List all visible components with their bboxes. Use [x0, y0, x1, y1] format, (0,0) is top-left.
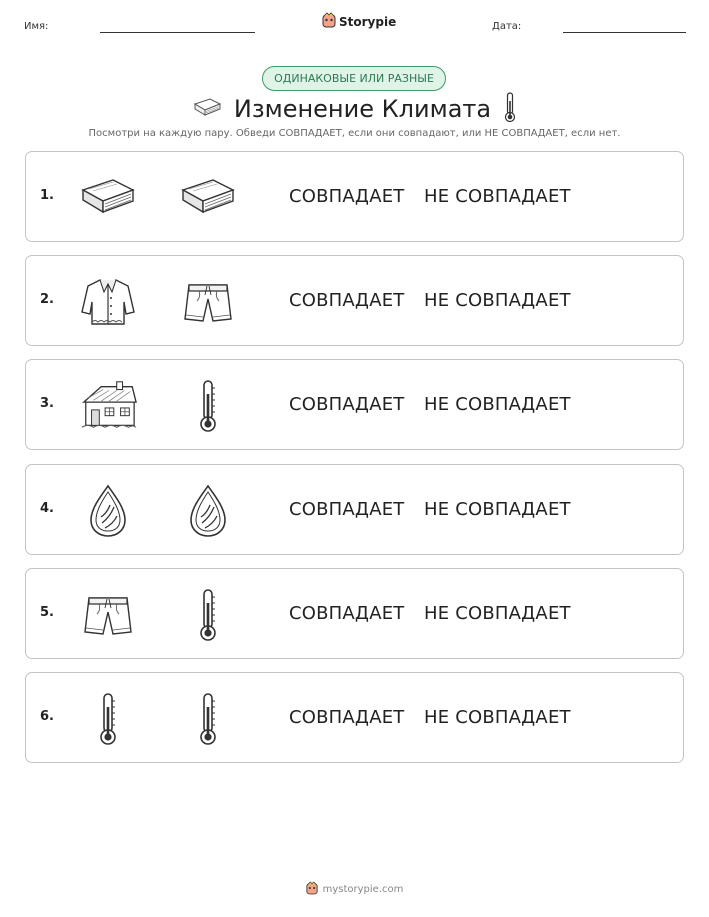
option-different[interactable]: НЕ СОВПАДАЕТ [424, 394, 571, 416]
option-same[interactable]: СОВПАДАЕТ [289, 498, 405, 520]
row-number: 3. [40, 396, 54, 412]
storypie-mascot-icon [306, 880, 318, 899]
page-title: Изменение Климата [233, 95, 492, 123]
thermometer-icon [178, 587, 238, 643]
option-different[interactable]: НЕ СОВПАДАЕТ [424, 186, 571, 207]
footer [0, 880, 709, 899]
thermometer-icon [178, 691, 238, 747]
book-icon [178, 170, 238, 226]
brand-logo [322, 12, 396, 32]
date-line[interactable] [563, 32, 686, 33]
row-number: 2. [40, 292, 54, 308]
thermometer-icon [178, 378, 238, 434]
exercise-row [25, 255, 684, 346]
instructions: Посмотри на каждую пару. Обведи СОВПАДАЕТ, если они совпадают, или НЕ СОВПАДАЕТ, если нет. [88, 128, 621, 139]
option-same[interactable]: СОВПАДАЕТ [289, 602, 405, 624]
option-same[interactable]: СОВПАДАЕТ [289, 394, 405, 416]
row-number: 1. [40, 188, 54, 203]
option-different[interactable]: НЕ СОВПАДАЕТ [424, 707, 571, 728]
book-icon [192, 96, 222, 122]
name-line[interactable] [100, 32, 255, 33]
thermometer-icon [78, 691, 138, 747]
thermometer-icon [503, 91, 517, 127]
option-different[interactable]: НЕ СОВПАДАЕТ [424, 498, 571, 520]
date-label: Дата: [492, 21, 522, 32]
row-number: 5. [40, 604, 54, 620]
option-same[interactable]: СОВПАДАЕТ [289, 186, 405, 207]
option-same[interactable]: СОВПАДАЕТ [289, 290, 405, 312]
option-same[interactable]: СОВПАДАЕТ [289, 707, 405, 728]
worksheet-type-badge: ОДИНАКОВЫЕ ИЛИ РАЗНЫЕ [262, 66, 446, 91]
raindrop-icon [178, 483, 238, 539]
exercise-row [25, 568, 684, 659]
page-title-row [150, 92, 559, 126]
option-different[interactable]: НЕ СОВПАДАЕТ [424, 290, 571, 312]
shorts-icon [178, 274, 238, 330]
shorts-icon [78, 587, 138, 643]
exercise-row [25, 359, 684, 450]
coat-icon [78, 274, 138, 330]
row-number: 4. [40, 500, 54, 516]
brand-name: Storypie [339, 15, 397, 29]
option-different[interactable]: НЕ СОВПАДАЕТ [424, 602, 571, 624]
storypie-mascot-icon [322, 12, 336, 32]
row-number: 6. [40, 709, 54, 724]
book-icon [78, 170, 138, 226]
exercise-row [25, 464, 684, 555]
name-label: Имя: [24, 21, 49, 32]
house-icon [78, 378, 138, 434]
exercise-row [25, 672, 684, 763]
footer-site: mystorypie.com [322, 884, 404, 895]
raindrop-icon [78, 483, 138, 539]
exercise-row [25, 151, 684, 242]
